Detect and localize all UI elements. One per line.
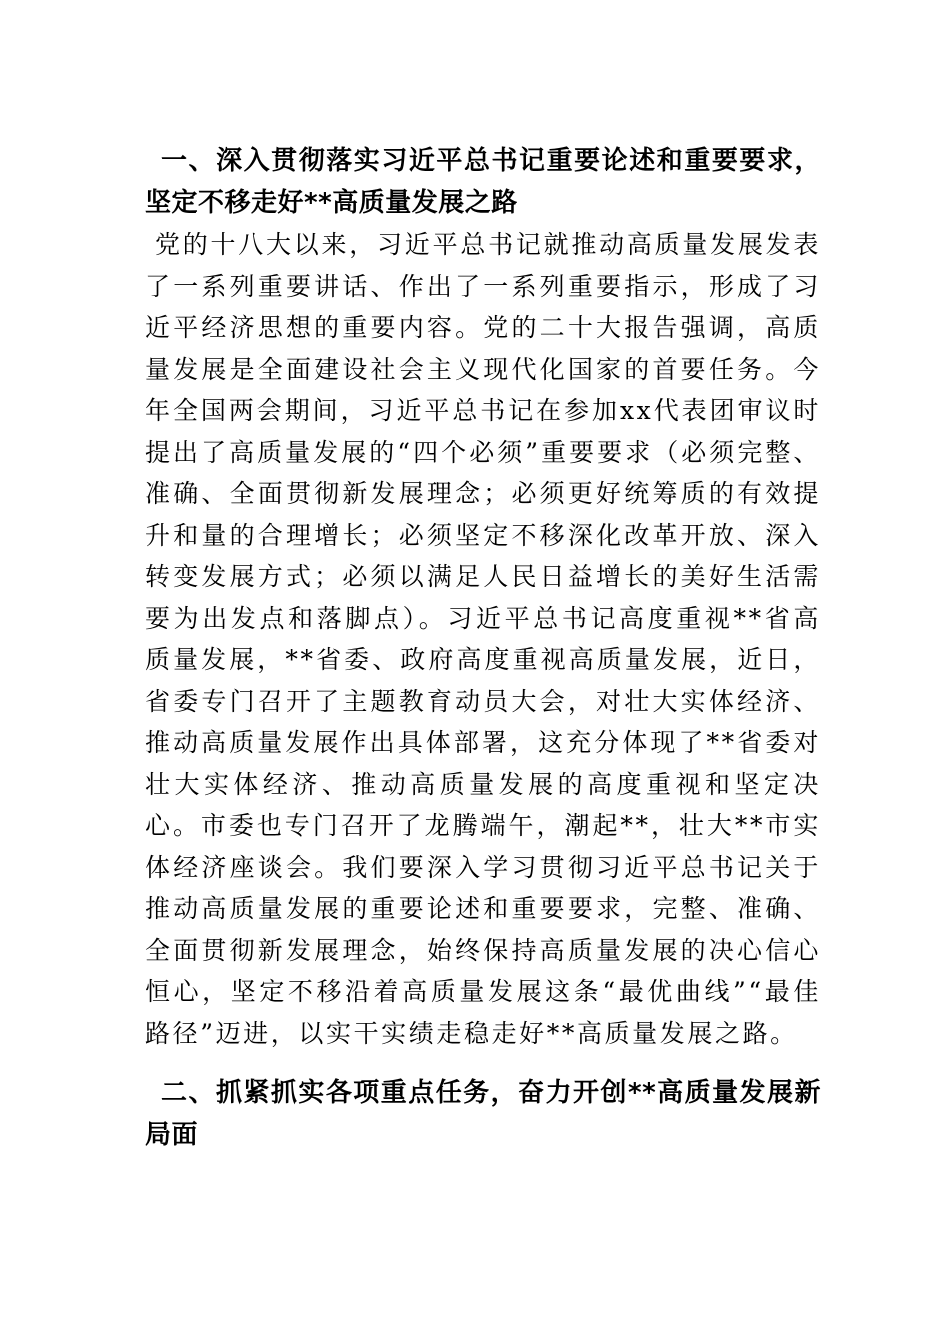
section-1-paragraph: 党的十八大以来，习近平总书记就推动高质量发展发表了一系列重要讲话、作出了一系列重要指示，形成了习近平经济思想的重要内容。党的二十大报告强调，高质量发展是全面建设社会主义现代化国家的首要任务。今年全国两会期间，习近平总书记在参加xx代表团审议时提出了高质量发展的“四个必须”重要要求（必须完整、准确、全面贯彻新发展理念；必须更好统筹质的有效提升和量的合理增长；必须坚定不移深化改革开放、深入转变发展方式；必须以满足人民日益增长的美好生活需要为出发点和落脚点）。习近平总书记高度重视**省高质量发展，**省委、政府高度重视高质量发展，近日，省委专门召开了主题教育动员大会，对壮大实体经济、推动高质量发展作出具体部署，这充分体现了**省委对壮大实体经济、推动高质量发展的高度重视和坚定决心。市委也专门召开了龙腾端午，潮起**，壮大**市实体经济座谈会。我们要深入学习贯彻习近平总书记关于推动高质量发展的重要论述和重要要求，完整、准确、全面贯彻新发展理念，始终保持高质量发展的决心信心恒心，坚定不移沿着高质量发展这条“最优曲线”“最佳路径”迈进，以实干实绩走稳走好**高质量发展之路。 [145,230,821,1048]
section-2-heading: 二、抓紧抓实各项重点任务，奋力开创**高质量发展新局面 [145,1078,821,1150]
section-1-heading: 一、深入贯彻落实习近平总书记重要论述和重要要求，坚定不移走好**高质量发展之路 [145,146,821,218]
document-body [145,140,821,1156]
